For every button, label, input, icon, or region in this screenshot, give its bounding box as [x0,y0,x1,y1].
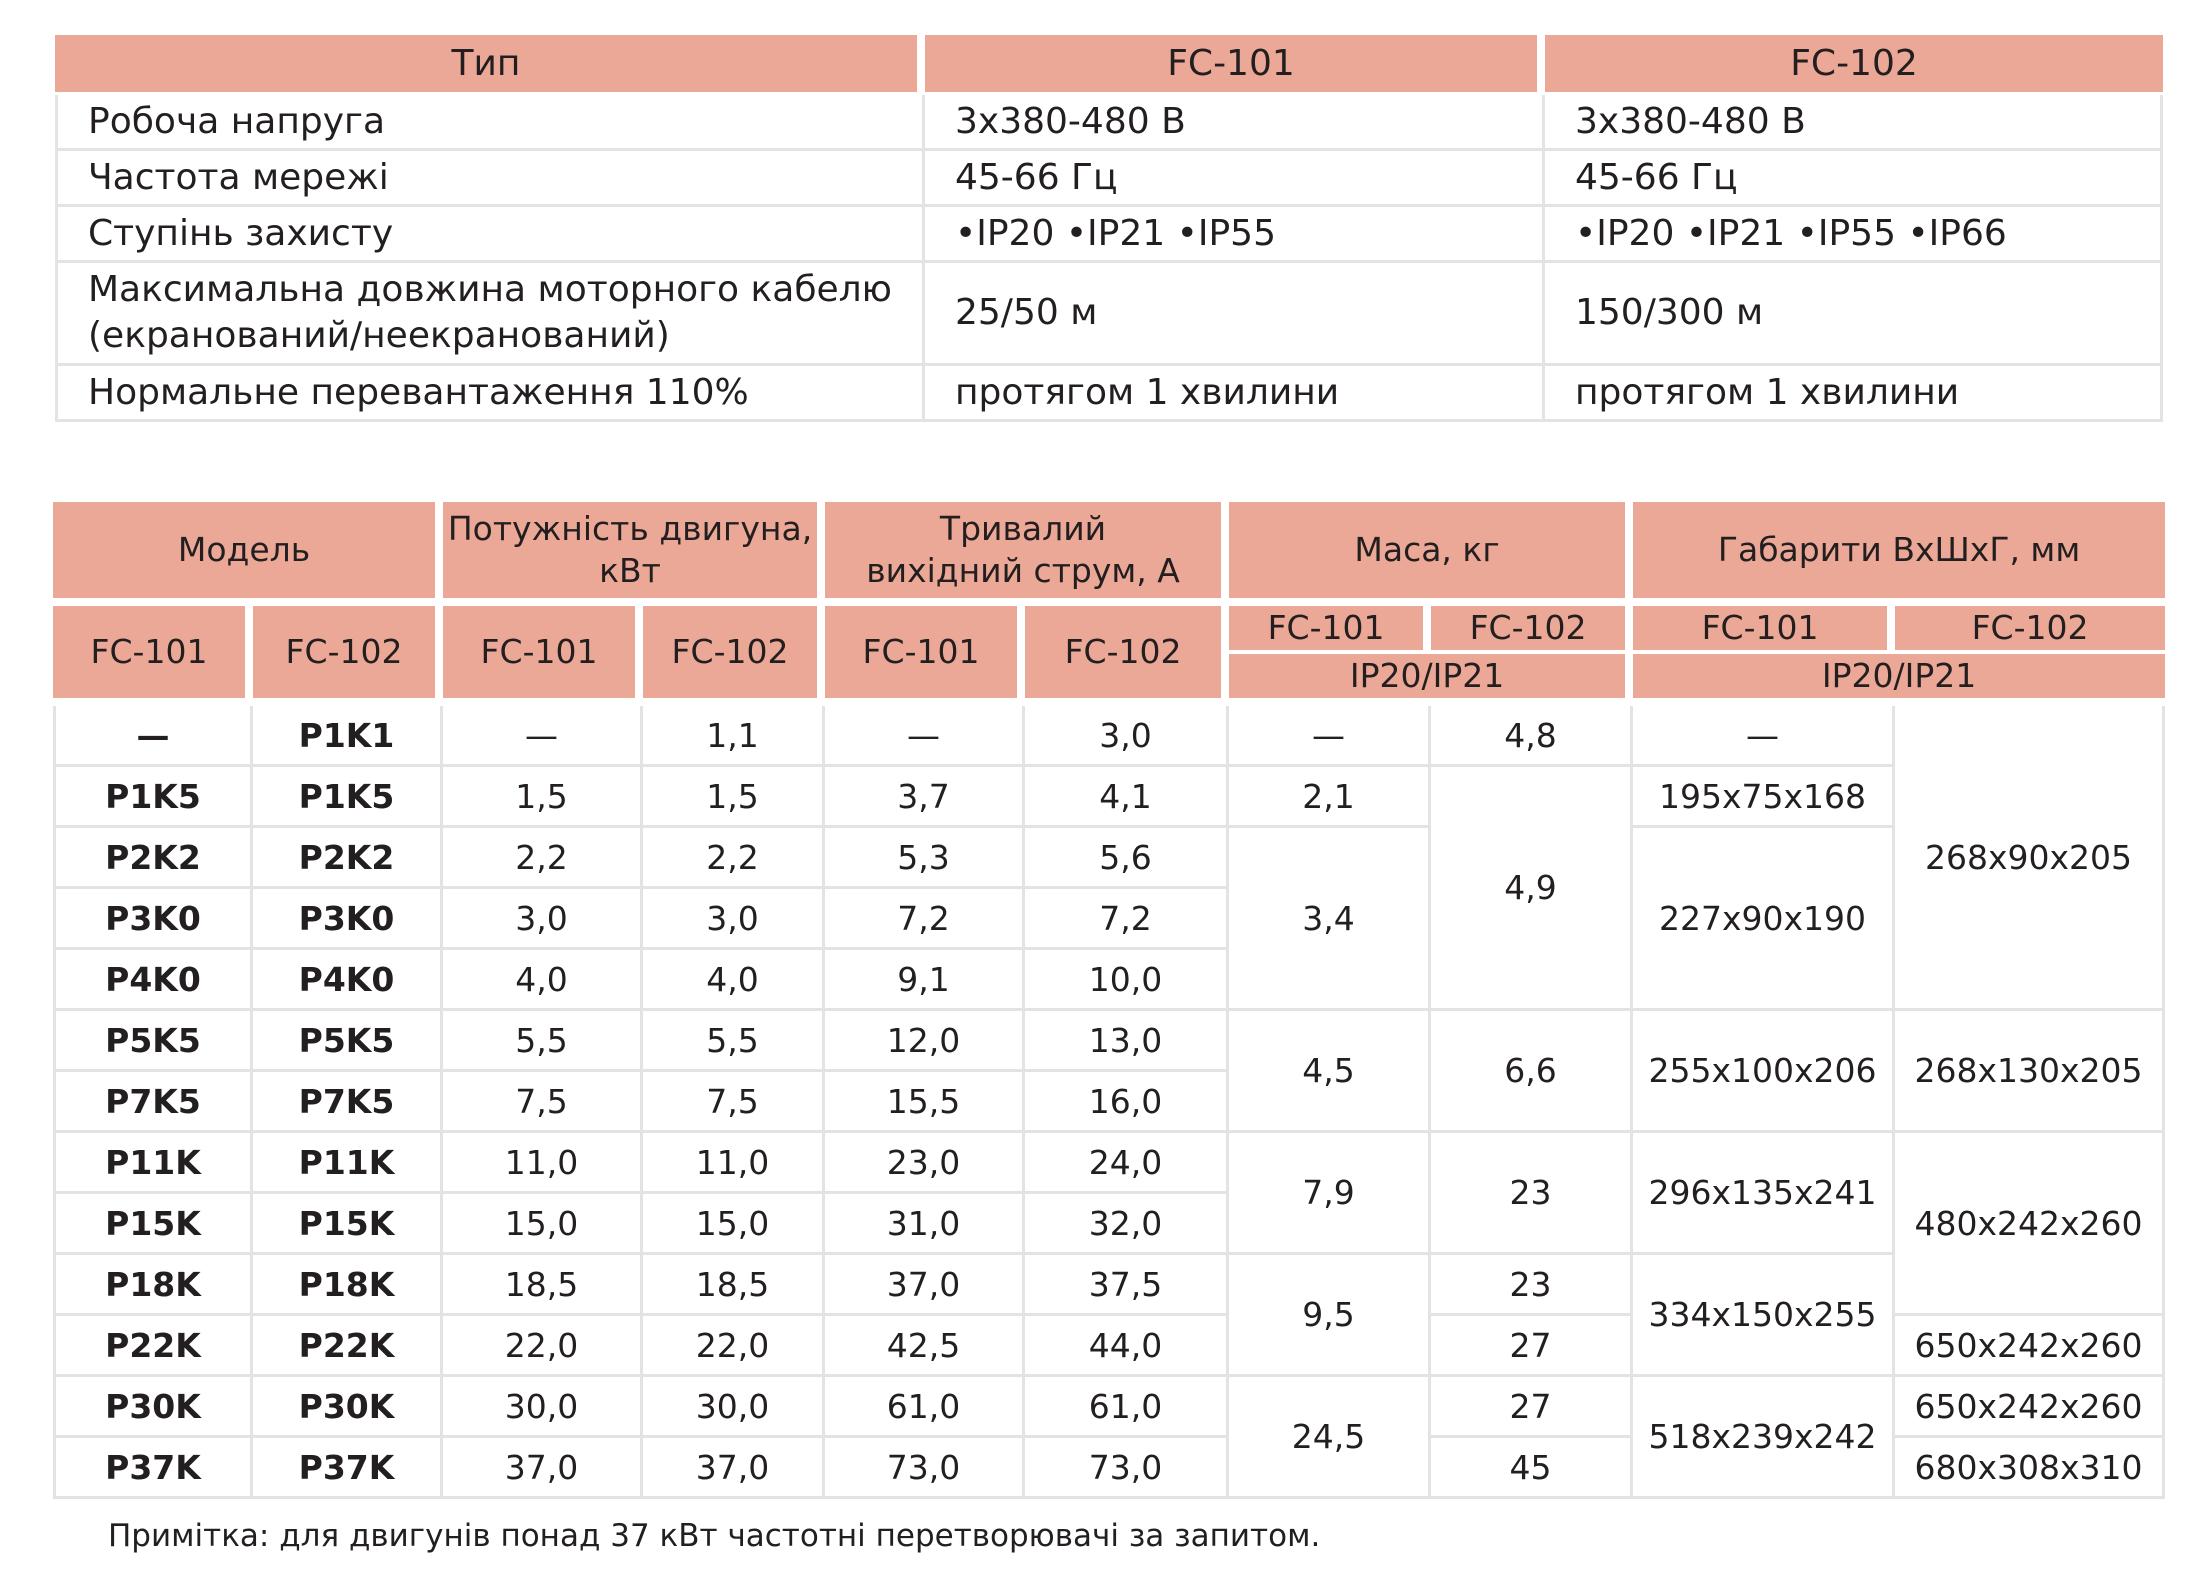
header-power: Потужність двигуна, кВт [443,502,825,606]
model-fc102: P1K1 [253,706,443,767]
model-fc102: P7K5 [253,1072,443,1133]
models-sub-header-row [53,606,2165,654]
current-fc101: 31,0 [825,1194,1025,1255]
sub-power-fc101: FC-101 [443,606,643,706]
spec-row-cable-length [55,263,2163,366]
header-mass: Маса, кг [1229,502,1633,606]
mass-fc101: 9,5 [1229,1255,1431,1377]
current-fc101: 37,0 [825,1255,1025,1316]
sub-mass-fc102: FC-102 [1431,606,1633,654]
power-fc101: 7,5 [443,1072,643,1133]
current-fc101: 61,0 [825,1377,1025,1438]
power-fc102: 2,2 [643,828,825,889]
model-fc101: P3K0 [53,889,253,950]
power-fc101: 15,0 [443,1194,643,1255]
spec-header-type: Тип [55,35,925,95]
mass-fc102: 27 [1431,1316,1633,1377]
sub-mass-fc101: FC-101 [1229,606,1431,654]
model-fc102: P1K5 [253,767,443,828]
spec-row-voltage [55,95,2163,151]
sub-current-fc102: FC-102 [1025,606,1229,706]
spec-label: Нормальне перевантаження 110% [55,366,925,422]
dims-fc102: 650x242x260 [1895,1377,2165,1438]
spec-value-fc101: протягом 1 хвилини [925,366,1545,422]
current-fc102: 5,6 [1025,828,1229,889]
current-fc102: 3,0 [1025,706,1229,767]
power-fc102: 1,1 [643,706,825,767]
power-fc101: 5,5 [443,1011,643,1072]
spec-value-fc101: •IP20 •IP21 •IP55 [925,207,1545,263]
spec-label: Робоча напруга [55,95,925,151]
spec-value-fc102: 3х380-480 В [1545,95,2163,151]
model-fc101: P1K5 [53,767,253,828]
spec-table [55,35,2163,422]
model-fc102: P3K0 [253,889,443,950]
current-fc101: 73,0 [825,1438,1025,1499]
model-fc102: P2K2 [253,828,443,889]
power-fc102: 4,0 [643,950,825,1011]
current-fc101: 7,2 [825,889,1025,950]
mass-fc101: 7,9 [1229,1133,1431,1255]
spec-row-frequency [55,151,2163,207]
mass-fc102: 6,6 [1431,1011,1633,1133]
header-current: Тривалий вихідний струм, А [825,502,1229,606]
current-fc101: 3,7 [825,767,1025,828]
model-fc102: P18K [253,1255,443,1316]
model-fc101: P4K0 [53,950,253,1011]
current-fc101: 12,0 [825,1011,1025,1072]
mass-fc102: 27 [1431,1377,1633,1438]
power-fc102: 3,0 [643,889,825,950]
spec-header-fc101: FC-101 [925,35,1545,95]
spec-value-fc102: протягом 1 хвилини [1545,366,2163,422]
footnote: Примітка: для двигунів понад 37 кВт частотні перетворювачі за запитом. [108,1518,1321,1554]
model-fc101: P15K [53,1194,253,1255]
power-fc102: 5,5 [643,1011,825,1072]
model-fc101: — [53,706,253,767]
current-fc102: 13,0 [1025,1011,1229,1072]
model-fc101: P30K [53,1377,253,1438]
sub-model-fc102: FC-102 [253,606,443,706]
power-fc102: 22,0 [643,1316,825,1377]
table-row [53,1011,2165,1072]
power-fc102: 7,5 [643,1072,825,1133]
sub-dims-fc101: FC-101 [1633,606,1895,654]
model-fc101: P7K5 [53,1072,253,1133]
models-group-header-row [53,502,2165,606]
spec-header-fc102: FC-102 [1545,35,2163,95]
dims-fc101: 296x135x241 [1633,1133,1895,1255]
power-fc101: 37,0 [443,1438,643,1499]
model-fc102: P37K [253,1438,443,1499]
current-fc101: 42,5 [825,1316,1025,1377]
power-fc101: 3,0 [443,889,643,950]
table-row [53,828,2165,889]
mass-fc102: 45 [1431,1438,1633,1499]
models-table [53,502,2165,1499]
header-dims: Габарити ВхШхГ, мм [1633,502,2165,606]
dims-fc101: 518x239x242 [1633,1377,1895,1499]
current-fc101: 23,0 [825,1133,1025,1194]
model-fc101: P22K [53,1316,253,1377]
current-fc101: — [825,706,1025,767]
power-fc102: 37,0 [643,1438,825,1499]
spec-value-fc101: 25/50 м [925,263,1545,366]
sub-power-fc102: FC-102 [643,606,825,706]
current-fc102: 44,0 [1025,1316,1229,1377]
mass-fc101: 2,1 [1229,767,1431,828]
power-fc101: 2,2 [443,828,643,889]
power-fc102: 15,0 [643,1194,825,1255]
spec-value-fc102: 45-66 Гц [1545,151,2163,207]
current-fc101: 5,3 [825,828,1025,889]
mass-fc102: 23 [1431,1133,1633,1255]
current-fc102: 7,2 [1025,889,1229,950]
dims-fc101: 255x100x206 [1633,1011,1895,1133]
mass-fc101: 3,4 [1229,828,1431,1011]
model-fc102: P5K5 [253,1011,443,1072]
model-fc101: P37K [53,1438,253,1499]
current-fc102: 24,0 [1025,1133,1229,1194]
current-fc101: 15,5 [825,1072,1025,1133]
power-fc101: 18,5 [443,1255,643,1316]
mass-fc101: 24,5 [1229,1377,1431,1499]
power-fc101: 30,0 [443,1377,643,1438]
table-row [53,1377,2165,1438]
dims-fc102: 268x90x205 [1895,706,2165,1011]
spec-row-protection [55,207,2163,263]
mass-fc102: 23 [1431,1255,1633,1316]
model-fc101: P11K [53,1133,253,1194]
current-fc102: 4,1 [1025,767,1229,828]
model-fc101: P2K2 [53,828,253,889]
mass-fc102: 4,8 [1431,706,1633,767]
model-fc102: P22K [253,1316,443,1377]
dims-fc102: 650x242x260 [1895,1316,2165,1377]
power-fc101: — [443,706,643,767]
mass-fc101: 4,5 [1229,1011,1431,1133]
current-fc102: 37,5 [1025,1255,1229,1316]
power-fc102: 11,0 [643,1133,825,1194]
dims-fc101: 195x75x168 [1633,767,1895,828]
power-fc101: 4,0 [443,950,643,1011]
current-fc102: 32,0 [1025,1194,1229,1255]
current-fc101: 9,1 [825,950,1025,1011]
model-fc102: P4K0 [253,950,443,1011]
power-fc102: 30,0 [643,1377,825,1438]
dims-fc101: — [1633,706,1895,767]
model-fc101: P5K5 [53,1011,253,1072]
current-fc102: 16,0 [1025,1072,1229,1133]
power-fc101: 22,0 [443,1316,643,1377]
table-row [53,767,2165,828]
spec-value-fc101: 3х380-480 В [925,95,1545,151]
sub-dims-fc102: FC-102 [1895,606,2165,654]
spec-row-overload [55,366,2163,422]
spec-label: Ступінь захисту [55,207,925,263]
spec-label: Максимальна довжина моторного кабелю (екранований/неекранований) [55,263,925,366]
spec-value-fc102: •IP20 •IP21 •IP55 •IP66 [1545,207,2163,263]
model-fc101: P18K [53,1255,253,1316]
current-fc102: 10,0 [1025,950,1229,1011]
dims-fc101: 227x90x190 [1633,828,1895,1011]
sub-dims-ip: IP20/IP21 [1633,654,2165,706]
mass-fc101: — [1229,706,1431,767]
mass-fc102: 4,9 [1431,767,1633,1011]
power-fc102: 1,5 [643,767,825,828]
table-row [53,1133,2165,1194]
spec-header-row [55,35,2163,95]
current-fc102: 73,0 [1025,1438,1229,1499]
dims-fc101: 334x150x255 [1633,1255,1895,1377]
current-fc102: 61,0 [1025,1377,1229,1438]
sub-mass-ip: IP20/IP21 [1229,654,1633,706]
dims-fc102: 680x308x310 [1895,1438,2165,1499]
spec-label: Частота мережі [55,151,925,207]
model-fc102: P11K [253,1133,443,1194]
power-fc102: 18,5 [643,1255,825,1316]
table-row [53,706,2165,767]
table-row [53,1255,2165,1316]
dims-fc102: 268x130x205 [1895,1011,2165,1133]
spec-value-fc102: 150/300 м [1545,263,2163,366]
model-fc102: P15K [253,1194,443,1255]
spec-value-fc101: 45-66 Гц [925,151,1545,207]
dims-fc102: 480x242x260 [1895,1133,2165,1316]
header-model: Модель [53,502,443,606]
power-fc101: 1,5 [443,767,643,828]
model-fc102: P30K [253,1377,443,1438]
sub-model-fc101: FC-101 [53,606,253,706]
sub-current-fc101: FC-101 [825,606,1025,706]
power-fc101: 11,0 [443,1133,643,1194]
